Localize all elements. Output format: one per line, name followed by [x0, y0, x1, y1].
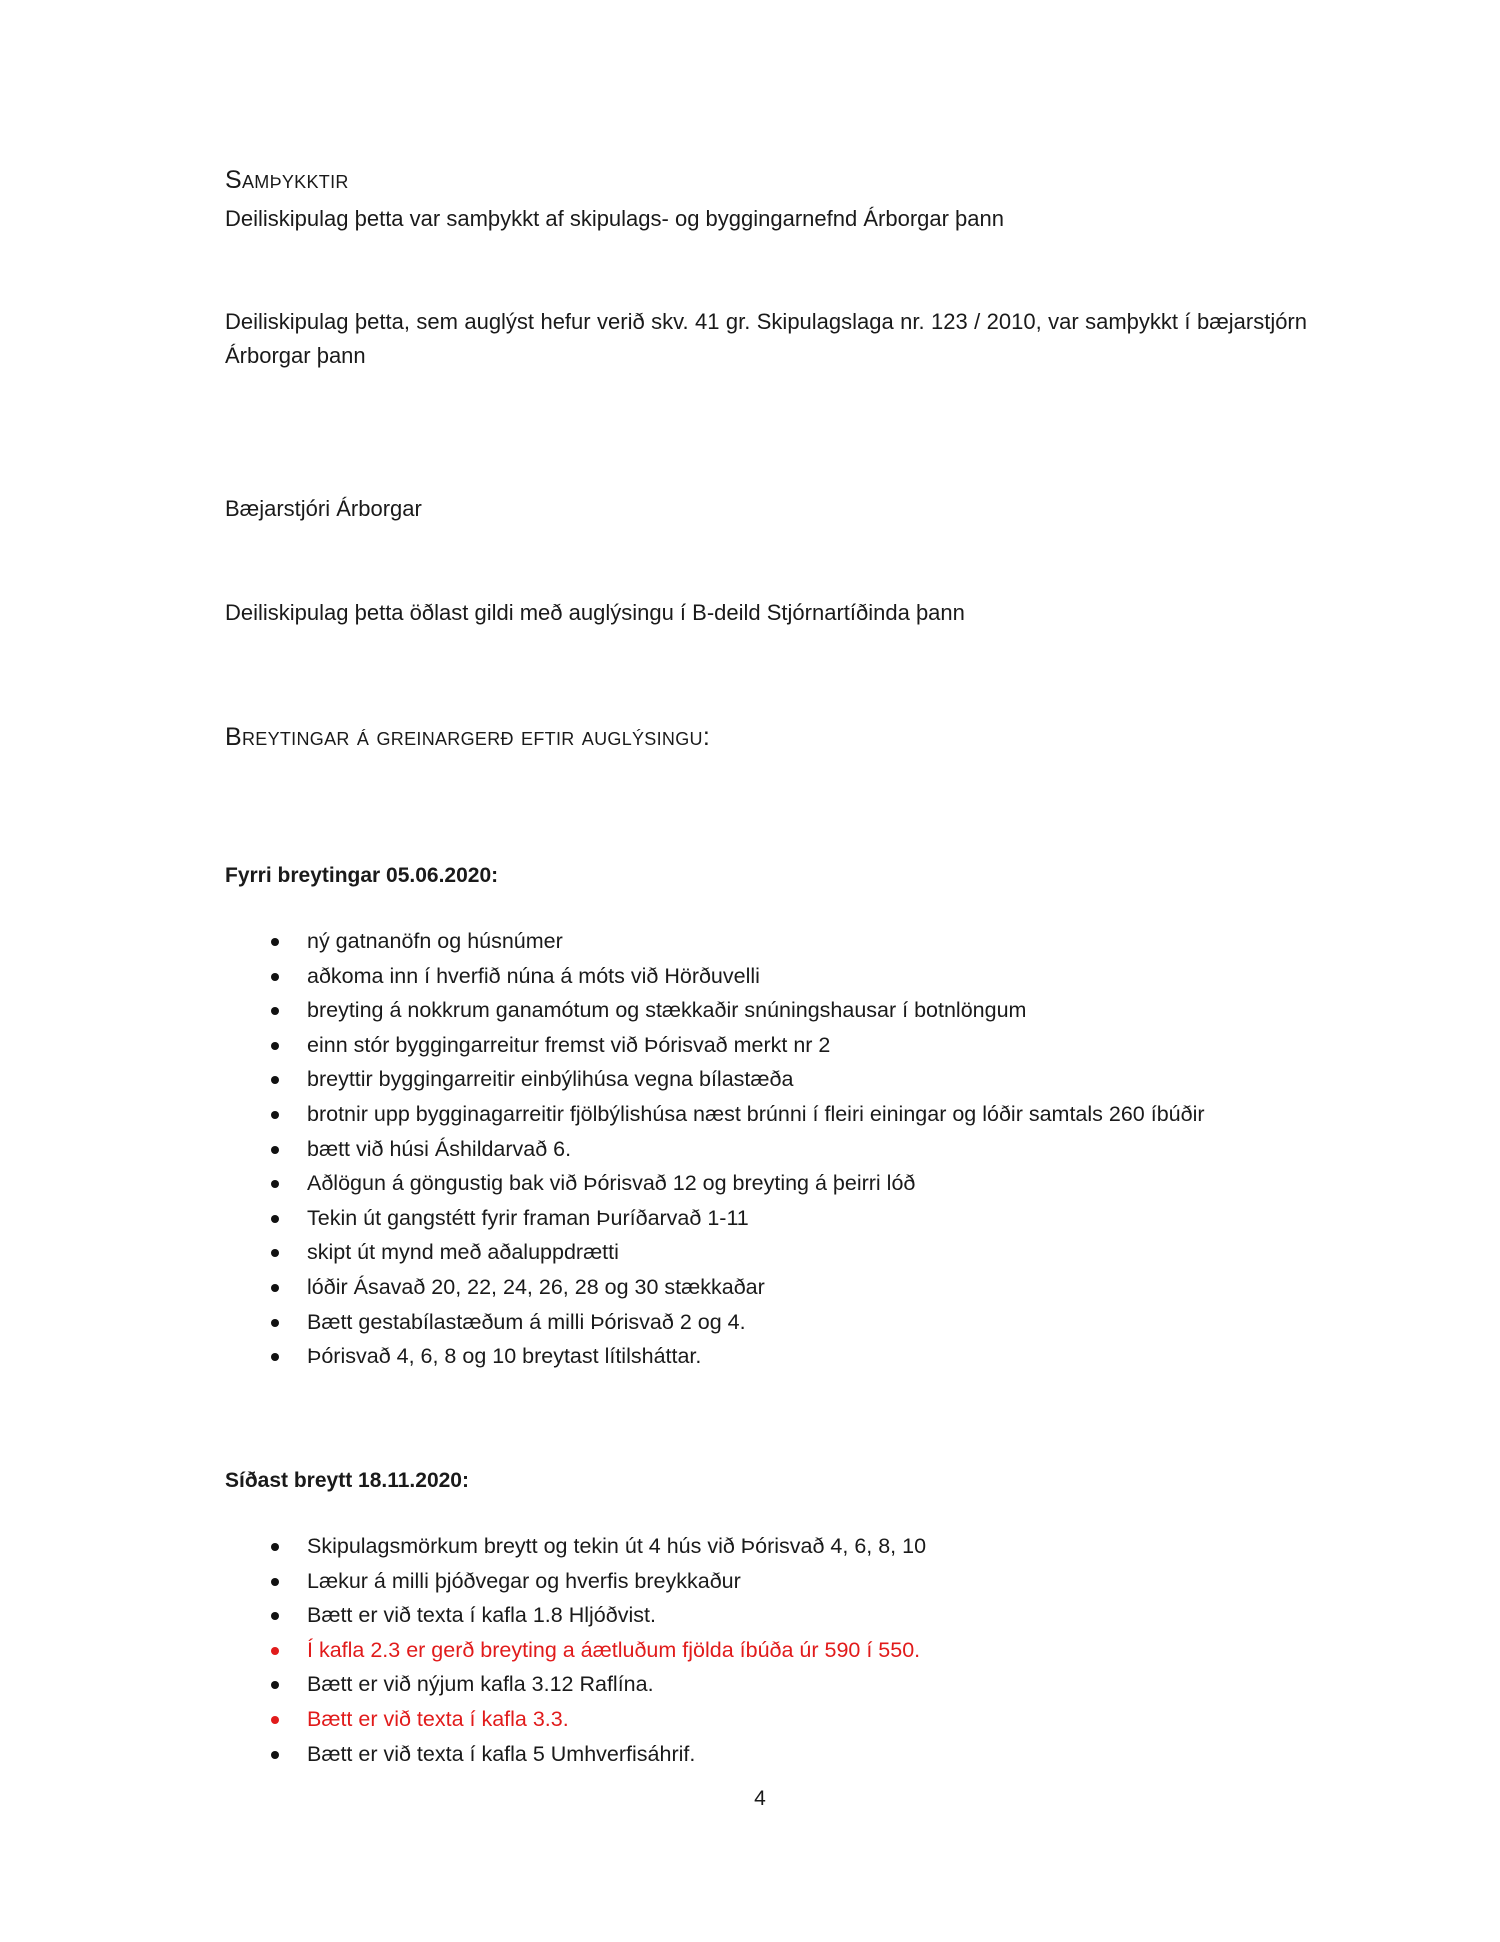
- list-item-text: breyttir byggingarreitir einbýlihúsa vegna bílastæða: [307, 1067, 794, 1092]
- list-item: [225, 1529, 1307, 1564]
- changes-heading: Breytingar á greinargerð eftir auglýsingu:: [225, 723, 711, 751]
- bullet-icon: [271, 1319, 279, 1327]
- list-item: [225, 1737, 1307, 1772]
- list-item-text: Bætt er við texta í kafla 5 Umhverfisáhrif.: [307, 1741, 696, 1766]
- list-item-text: Bætt gestabílastæðum á milli Þórisvað 2 og 4.: [307, 1309, 746, 1334]
- approval-committee-text: Deiliskipulag þetta var samþykkt af skipulags- og byggingarnefnd Árborgar þann: [225, 206, 1004, 231]
- bullet-icon: [271, 1215, 279, 1223]
- bullet-icon: [271, 1751, 279, 1759]
- list-item-text: Skipulagsmörkum breytt og tekin út 4 hús við Þórisvað 4, 6, 8, 10: [307, 1534, 927, 1558]
- bullet-icon: [271, 1249, 279, 1257]
- list-item: [225, 1667, 1307, 1702]
- bullet-icon: [271, 1146, 279, 1154]
- list-item-text: aðkoma inn í hverfið núna á móts við Hörðuvelli: [307, 963, 760, 988]
- bullet-icon: [271, 1111, 279, 1119]
- list-item-text: Lækur á milli þjóðvegar og hverfis breykkaður: [307, 1568, 741, 1593]
- validity-text: Deiliskipulag þetta öðlast gildi með auglýsingu í B-deild Stjórnartíðinda þann: [225, 600, 965, 625]
- bullet-icon: [271, 1612, 279, 1620]
- list-item: [225, 1097, 1307, 1132]
- bullet-icon: [271, 1716, 279, 1724]
- bullet-icon: [271, 1681, 279, 1689]
- list-item-text: Þórisvað 4, 6, 8 og 10 breytast lítilsháttar.: [307, 1344, 702, 1369]
- approval-council-text: Deiliskipulag þetta, sem auglýst hefur verið skv. 41 gr. Skipulagslaga nr. 123 / 2010, var samþykkt í bæjarstjórn Árborgar þann: [225, 309, 1307, 368]
- bullet-icon: [271, 1042, 279, 1050]
- bullet-icon: [271, 1007, 279, 1015]
- bullet-icon: [271, 973, 279, 981]
- list-item-text: brotnir upp bygginagarreitir fjölbýlishúsa næst brúnni í fleiri einingar og lóðir samtals 260 íbúðir: [307, 1101, 1205, 1126]
- list-item-text: ný gatnanöfn og húsnúmer: [307, 929, 563, 953]
- bullet-icon: [271, 1543, 279, 1551]
- list-item: [225, 1235, 1307, 1270]
- list-item-text: lóðir Ásavað 20, 22, 24, 26, 28 og 30 stækkaðar: [307, 1274, 765, 1299]
- list-item-text: Tekin út gangstétt fyrir framan Þuríðarvað 1-11: [307, 1205, 749, 1230]
- list-item: [225, 959, 1307, 994]
- list-item-text: Bætt er við texta í kafla 3.3.: [307, 1706, 569, 1731]
- list-item-text: breyting á nokkrum ganamótum og stækkaðir snúningshausar í botnlöngum: [307, 998, 1027, 1023]
- bullet-icon: [271, 1284, 279, 1292]
- list-item: [225, 1028, 1307, 1063]
- list-item: [225, 1339, 1307, 1374]
- list-item-text: Aðlögun á göngustig bak við Þórisvað 12 og breyting á þeirri lóð: [307, 1171, 916, 1196]
- list-item-text: Bætt er við nýjum kafla 3.12 Raflína.: [307, 1672, 654, 1697]
- list-item-text: Bætt er við texta í kafla 1.8 Hljóðvist.: [307, 1603, 656, 1628]
- mayor-signature-label: Bæjarstjóri Árborgar: [225, 496, 422, 521]
- list-item: [225, 1633, 1307, 1668]
- list-item: [225, 1132, 1307, 1167]
- bullet-icon: [271, 1076, 279, 1084]
- list-item: [225, 1305, 1307, 1340]
- list-item: [225, 1270, 1307, 1305]
- list-item: [225, 1166, 1307, 1201]
- list-item-text: skipt út mynd með aðaluppdrætti: [307, 1240, 619, 1265]
- list-item-text: bætt við húsi Áshildarvað 6.: [307, 1136, 572, 1161]
- latest-changes-title: Síðast breytt 18.11.2020:: [225, 1469, 469, 1492]
- bullet-icon: [271, 938, 279, 946]
- list-item: [225, 1201, 1307, 1236]
- list-item: [225, 1598, 1307, 1633]
- latest-changes-list: [225, 1529, 1307, 1771]
- list-item-text: einn stór byggingarreitur fremst við Þórisvað merkt nr 2: [307, 1032, 831, 1057]
- approvals-heading: Samþykktir: [225, 166, 349, 194]
- list-item-text: Í kafla 2.3 er gerð breyting a áætluðum fjölda íbúða úr 590 í 550.: [307, 1637, 921, 1662]
- list-item: [225, 993, 1307, 1028]
- earlier-changes-list: [225, 924, 1307, 1374]
- bullet-icon: [271, 1353, 279, 1361]
- earlier-changes-title: Fyrri breytingar 05.06.2020:: [225, 864, 499, 887]
- bullet-icon: [271, 1647, 279, 1655]
- list-item: [225, 924, 1307, 959]
- list-item: [225, 1062, 1307, 1097]
- list-item: [225, 1702, 1307, 1737]
- page-number: 4: [754, 1787, 766, 1810]
- bullet-icon: [271, 1180, 279, 1188]
- list-item: [225, 1564, 1307, 1599]
- bullet-icon: [271, 1578, 279, 1586]
- latest-changes-list-wrap: [225, 1529, 1307, 1771]
- earlier-changes-list-wrap: [225, 924, 1307, 1374]
